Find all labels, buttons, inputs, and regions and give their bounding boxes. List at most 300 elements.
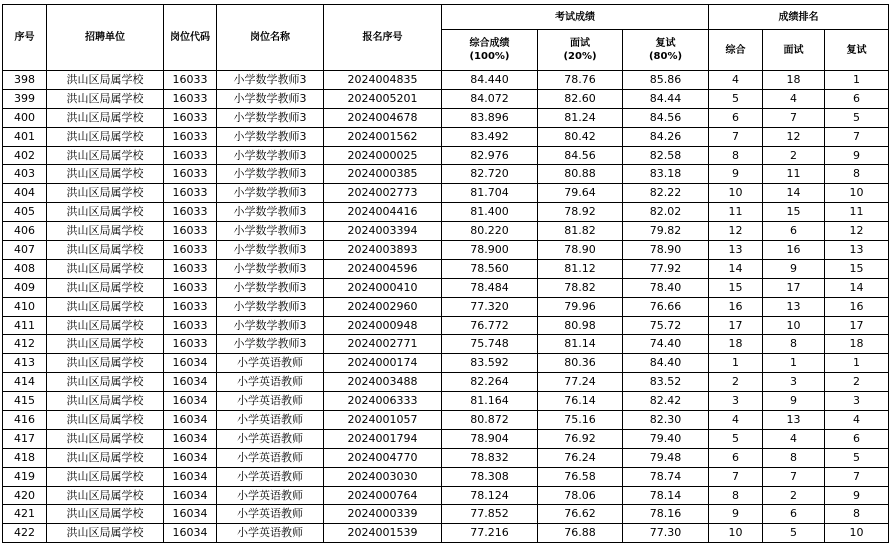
cell-rank-composite: 9 bbox=[709, 505, 763, 524]
cell-rank-interview: 16 bbox=[763, 241, 825, 260]
cell-rank-retest: 18 bbox=[825, 335, 889, 354]
cell-rank-interview: 9 bbox=[763, 392, 825, 411]
table-row bbox=[3, 316, 889, 335]
cell-unit: 洪山区局属学校 bbox=[47, 259, 164, 278]
cell-retest: 85.86 bbox=[623, 71, 709, 90]
cell-interview: 79.64 bbox=[538, 184, 623, 203]
cell-post-name: 小学数学教师3 bbox=[217, 146, 324, 165]
cell-seq: 412 bbox=[3, 335, 47, 354]
cell-retest: 82.42 bbox=[623, 392, 709, 411]
header-interview-pct: (20%) bbox=[563, 51, 597, 62]
cell-seq: 411 bbox=[3, 316, 47, 335]
cell-rank-retest: 6 bbox=[825, 89, 889, 108]
cell-interview: 81.24 bbox=[538, 108, 623, 127]
cell-retest: 83.52 bbox=[623, 373, 709, 392]
cell-rank-interview: 2 bbox=[763, 486, 825, 505]
header-unit: 招聘单位 bbox=[47, 5, 164, 71]
cell-rank-interview: 6 bbox=[763, 505, 825, 524]
table-row bbox=[3, 392, 889, 411]
cell-composite: 82.264 bbox=[442, 373, 538, 392]
cell-rank-retest: 8 bbox=[825, 165, 889, 184]
table-row bbox=[3, 486, 889, 505]
table-row bbox=[3, 335, 889, 354]
cell-reg-no: 2024000339 bbox=[324, 505, 442, 524]
cell-rank-retest: 5 bbox=[825, 448, 889, 467]
cell-post-name: 小学英语教师 bbox=[217, 524, 324, 543]
cell-retest: 82.22 bbox=[623, 184, 709, 203]
cell-reg-no: 2024000385 bbox=[324, 165, 442, 184]
table-row bbox=[3, 259, 889, 278]
header-retest bbox=[623, 30, 709, 71]
header-interview-label: 面试 bbox=[570, 38, 590, 49]
cell-composite: 78.308 bbox=[442, 467, 538, 486]
table-row bbox=[3, 505, 889, 524]
cell-interview: 76.14 bbox=[538, 392, 623, 411]
table-row bbox=[3, 165, 889, 184]
results-table bbox=[2, 4, 889, 543]
header-rankings: 成绩排名 bbox=[709, 5, 889, 30]
cell-composite: 80.872 bbox=[442, 411, 538, 430]
cell-rank-composite: 12 bbox=[709, 222, 763, 241]
cell-rank-interview: 1 bbox=[763, 354, 825, 373]
cell-seq: 402 bbox=[3, 146, 47, 165]
cell-rank-interview: 2 bbox=[763, 146, 825, 165]
cell-post-name: 小学数学教师3 bbox=[217, 241, 324, 260]
cell-rank-interview: 18 bbox=[763, 71, 825, 90]
cell-post-code: 16034 bbox=[164, 411, 217, 430]
table-row bbox=[3, 241, 889, 260]
header-rank-composite: 综合 bbox=[709, 30, 763, 71]
cell-seq: 405 bbox=[3, 203, 47, 222]
cell-post-code: 16033 bbox=[164, 127, 217, 146]
cell-retest: 82.58 bbox=[623, 146, 709, 165]
cell-post-name: 小学数学教师3 bbox=[217, 89, 324, 108]
cell-reg-no: 2024000025 bbox=[324, 146, 442, 165]
cell-unit: 洪山区局属学校 bbox=[47, 165, 164, 184]
cell-seq: 400 bbox=[3, 108, 47, 127]
cell-seq: 421 bbox=[3, 505, 47, 524]
cell-rank-interview: 9 bbox=[763, 259, 825, 278]
cell-rank-interview: 12 bbox=[763, 127, 825, 146]
cell-rank-interview: 3 bbox=[763, 373, 825, 392]
header-rank-interview: 面试 bbox=[763, 30, 825, 71]
cell-rank-interview: 8 bbox=[763, 335, 825, 354]
header-interview bbox=[538, 30, 623, 71]
cell-post-name: 小学英语教师 bbox=[217, 429, 324, 448]
table-row bbox=[3, 354, 889, 373]
cell-composite: 77.216 bbox=[442, 524, 538, 543]
table-row bbox=[3, 524, 889, 543]
cell-unit: 洪山区局属学校 bbox=[47, 467, 164, 486]
cell-composite: 81.164 bbox=[442, 392, 538, 411]
cell-composite: 82.976 bbox=[442, 146, 538, 165]
cell-unit: 洪山区局属学校 bbox=[47, 127, 164, 146]
cell-composite: 78.124 bbox=[442, 486, 538, 505]
cell-interview: 78.06 bbox=[538, 486, 623, 505]
cell-interview: 79.96 bbox=[538, 297, 623, 316]
cell-composite: 78.900 bbox=[442, 241, 538, 260]
cell-rank-interview: 13 bbox=[763, 411, 825, 430]
cell-rank-composite: 9 bbox=[709, 165, 763, 184]
cell-rank-retest: 10 bbox=[825, 524, 889, 543]
cell-unit: 洪山区局属学校 bbox=[47, 316, 164, 335]
cell-unit: 洪山区局属学校 bbox=[47, 108, 164, 127]
cell-rank-composite: 14 bbox=[709, 259, 763, 278]
header-rank-retest: 复试 bbox=[825, 30, 889, 71]
cell-interview: 78.92 bbox=[538, 203, 623, 222]
cell-seq: 416 bbox=[3, 411, 47, 430]
cell-post-code: 16034 bbox=[164, 429, 217, 448]
cell-retest: 84.40 bbox=[623, 354, 709, 373]
cell-interview: 76.62 bbox=[538, 505, 623, 524]
cell-composite: 81.704 bbox=[442, 184, 538, 203]
cell-reg-no: 2024000410 bbox=[324, 278, 442, 297]
cell-unit: 洪山区局属学校 bbox=[47, 71, 164, 90]
cell-retest: 78.90 bbox=[623, 241, 709, 260]
cell-post-name: 小学数学教师3 bbox=[217, 127, 324, 146]
cell-retest: 84.26 bbox=[623, 127, 709, 146]
cell-seq: 410 bbox=[3, 297, 47, 316]
cell-seq: 406 bbox=[3, 222, 47, 241]
cell-post-name: 小学数学教师3 bbox=[217, 165, 324, 184]
cell-unit: 洪山区局属学校 bbox=[47, 411, 164, 430]
cell-seq: 408 bbox=[3, 259, 47, 278]
cell-unit: 洪山区局属学校 bbox=[47, 524, 164, 543]
cell-rank-retest: 10 bbox=[825, 184, 889, 203]
cell-post-name: 小学英语教师 bbox=[217, 411, 324, 430]
cell-rank-composite: 6 bbox=[709, 108, 763, 127]
cell-reg-no: 2024005201 bbox=[324, 89, 442, 108]
cell-seq: 401 bbox=[3, 127, 47, 146]
cell-interview: 77.24 bbox=[538, 373, 623, 392]
cell-rank-composite: 4 bbox=[709, 411, 763, 430]
cell-composite: 84.072 bbox=[442, 89, 538, 108]
cell-post-code: 16033 bbox=[164, 184, 217, 203]
cell-reg-no: 2024004770 bbox=[324, 448, 442, 467]
cell-rank-composite: 5 bbox=[709, 429, 763, 448]
cell-composite: 76.772 bbox=[442, 316, 538, 335]
cell-interview: 81.12 bbox=[538, 259, 623, 278]
table-row bbox=[3, 108, 889, 127]
cell-reg-no: 2024003030 bbox=[324, 467, 442, 486]
cell-reg-no: 2024002773 bbox=[324, 184, 442, 203]
table-row bbox=[3, 467, 889, 486]
cell-reg-no: 2024001562 bbox=[324, 127, 442, 146]
cell-interview: 81.14 bbox=[538, 335, 623, 354]
cell-rank-composite: 1 bbox=[709, 354, 763, 373]
cell-interview: 80.98 bbox=[538, 316, 623, 335]
cell-rank-interview: 4 bbox=[763, 89, 825, 108]
header-composite bbox=[442, 30, 538, 71]
table-row bbox=[3, 222, 889, 241]
cell-reg-no: 2024001539 bbox=[324, 524, 442, 543]
cell-rank-retest: 3 bbox=[825, 392, 889, 411]
cell-rank-composite: 18 bbox=[709, 335, 763, 354]
cell-retest: 83.18 bbox=[623, 165, 709, 184]
cell-rank-retest: 9 bbox=[825, 486, 889, 505]
cell-unit: 洪山区局属学校 bbox=[47, 335, 164, 354]
cell-reg-no: 2024001057 bbox=[324, 411, 442, 430]
cell-composite: 78.560 bbox=[442, 259, 538, 278]
header-post-code: 岗位代码 bbox=[164, 5, 217, 71]
cell-rank-retest: 16 bbox=[825, 297, 889, 316]
cell-reg-no: 2024002771 bbox=[324, 335, 442, 354]
cell-rank-interview: 4 bbox=[763, 429, 825, 448]
cell-seq: 414 bbox=[3, 373, 47, 392]
cell-unit: 洪山区局属学校 bbox=[47, 354, 164, 373]
cell-rank-composite: 8 bbox=[709, 146, 763, 165]
cell-unit: 洪山区局属学校 bbox=[47, 429, 164, 448]
cell-unit: 洪山区局属学校 bbox=[47, 184, 164, 203]
cell-post-code: 16033 bbox=[164, 108, 217, 127]
cell-unit: 洪山区局属学校 bbox=[47, 89, 164, 108]
cell-reg-no: 2024000174 bbox=[324, 354, 442, 373]
cell-composite: 78.484 bbox=[442, 278, 538, 297]
cell-retest: 79.40 bbox=[623, 429, 709, 448]
cell-interview: 81.82 bbox=[538, 222, 623, 241]
header-retest-label: 复试 bbox=[655, 38, 676, 49]
cell-post-code: 16033 bbox=[164, 222, 217, 241]
cell-seq: 399 bbox=[3, 89, 47, 108]
cell-rank-retest: 6 bbox=[825, 429, 889, 448]
cell-rank-composite: 15 bbox=[709, 278, 763, 297]
cell-rank-composite: 4 bbox=[709, 71, 763, 90]
cell-interview: 80.42 bbox=[538, 127, 623, 146]
table-row bbox=[3, 373, 889, 392]
cell-rank-composite: 16 bbox=[709, 297, 763, 316]
cell-reg-no: 2024004678 bbox=[324, 108, 442, 127]
cell-retest: 77.92 bbox=[623, 259, 709, 278]
cell-post-name: 小学数学教师3 bbox=[217, 203, 324, 222]
cell-rank-interview: 14 bbox=[763, 184, 825, 203]
cell-post-name: 小学数学教师3 bbox=[217, 297, 324, 316]
cell-retest: 84.44 bbox=[623, 89, 709, 108]
cell-rank-retest: 17 bbox=[825, 316, 889, 335]
cell-reg-no: 2024003488 bbox=[324, 373, 442, 392]
cell-post-name: 小学英语教师 bbox=[217, 373, 324, 392]
cell-post-code: 16034 bbox=[164, 467, 217, 486]
cell-post-name: 小学数学教师3 bbox=[217, 316, 324, 335]
cell-post-name: 小学数学教师3 bbox=[217, 222, 324, 241]
cell-seq: 419 bbox=[3, 467, 47, 486]
cell-retest: 78.16 bbox=[623, 505, 709, 524]
cell-post-code: 16033 bbox=[164, 89, 217, 108]
cell-rank-interview: 11 bbox=[763, 165, 825, 184]
cell-seq: 404 bbox=[3, 184, 47, 203]
cell-post-code: 16033 bbox=[164, 71, 217, 90]
cell-seq: 415 bbox=[3, 392, 47, 411]
cell-interview: 76.58 bbox=[538, 467, 623, 486]
header-post-name: 岗位名称 bbox=[217, 5, 324, 71]
cell-post-name: 小学英语教师 bbox=[217, 392, 324, 411]
cell-retest: 79.48 bbox=[623, 448, 709, 467]
table-row bbox=[3, 297, 889, 316]
cell-rank-retest: 5 bbox=[825, 108, 889, 127]
table-row bbox=[3, 278, 889, 297]
cell-rank-retest: 12 bbox=[825, 222, 889, 241]
header-composite-pct: (100%) bbox=[469, 51, 510, 62]
cell-post-name: 小学英语教师 bbox=[217, 486, 324, 505]
cell-rank-composite: 3 bbox=[709, 392, 763, 411]
table-row bbox=[3, 429, 889, 448]
cell-retest: 84.56 bbox=[623, 108, 709, 127]
cell-rank-retest: 11 bbox=[825, 203, 889, 222]
cell-unit: 洪山区局属学校 bbox=[47, 373, 164, 392]
cell-interview: 76.92 bbox=[538, 429, 623, 448]
cell-rank-composite: 5 bbox=[709, 89, 763, 108]
cell-composite: 82.720 bbox=[442, 165, 538, 184]
cell-reg-no: 2024004835 bbox=[324, 71, 442, 90]
cell-rank-composite: 10 bbox=[709, 184, 763, 203]
table-row bbox=[3, 89, 889, 108]
table-body bbox=[3, 71, 889, 543]
cell-post-code: 16034 bbox=[164, 486, 217, 505]
cell-seq: 420 bbox=[3, 486, 47, 505]
cell-post-code: 16033 bbox=[164, 335, 217, 354]
cell-retest: 76.66 bbox=[623, 297, 709, 316]
cell-rank-retest: 8 bbox=[825, 505, 889, 524]
cell-seq: 418 bbox=[3, 448, 47, 467]
cell-retest: 79.82 bbox=[623, 222, 709, 241]
cell-reg-no: 2024000948 bbox=[324, 316, 442, 335]
cell-rank-interview: 10 bbox=[763, 316, 825, 335]
header-retest-pct: (80%) bbox=[648, 51, 683, 62]
cell-unit: 洪山区局属学校 bbox=[47, 203, 164, 222]
cell-post-name: 小学数学教师3 bbox=[217, 184, 324, 203]
cell-unit: 洪山区局属学校 bbox=[47, 146, 164, 165]
cell-rank-composite: 7 bbox=[709, 127, 763, 146]
table-row bbox=[3, 411, 889, 430]
cell-post-code: 16034 bbox=[164, 354, 217, 373]
cell-rank-retest: 1 bbox=[825, 71, 889, 90]
cell-seq: 409 bbox=[3, 278, 47, 297]
cell-unit: 洪山区局属学校 bbox=[47, 222, 164, 241]
header-composite-label: 综合成绩 bbox=[469, 38, 510, 49]
cell-interview: 78.90 bbox=[538, 241, 623, 260]
cell-seq: 413 bbox=[3, 354, 47, 373]
cell-rank-retest: 13 bbox=[825, 241, 889, 260]
cell-rank-interview: 7 bbox=[763, 108, 825, 127]
cell-rank-composite: 13 bbox=[709, 241, 763, 260]
cell-rank-retest: 2 bbox=[825, 373, 889, 392]
cell-interview: 80.36 bbox=[538, 354, 623, 373]
cell-rank-composite: 7 bbox=[709, 467, 763, 486]
cell-reg-no: 2024006333 bbox=[324, 392, 442, 411]
cell-post-code: 16034 bbox=[164, 448, 217, 467]
cell-composite: 81.400 bbox=[442, 203, 538, 222]
cell-reg-no: 2024002960 bbox=[324, 297, 442, 316]
cell-reg-no: 2024004416 bbox=[324, 203, 442, 222]
cell-post-code: 16033 bbox=[164, 278, 217, 297]
cell-composite: 75.748 bbox=[442, 335, 538, 354]
cell-seq: 407 bbox=[3, 241, 47, 260]
cell-rank-interview: 13 bbox=[763, 297, 825, 316]
cell-post-name: 小学数学教师3 bbox=[217, 259, 324, 278]
table-row bbox=[3, 448, 889, 467]
cell-composite: 77.852 bbox=[442, 505, 538, 524]
cell-rank-retest: 15 bbox=[825, 259, 889, 278]
cell-post-name: 小学英语教师 bbox=[217, 467, 324, 486]
cell-reg-no: 2024004596 bbox=[324, 259, 442, 278]
cell-seq: 422 bbox=[3, 524, 47, 543]
cell-composite: 83.592 bbox=[442, 354, 538, 373]
cell-post-code: 16034 bbox=[164, 392, 217, 411]
cell-retest: 82.30 bbox=[623, 411, 709, 430]
cell-post-code: 16033 bbox=[164, 241, 217, 260]
cell-post-code: 16033 bbox=[164, 259, 217, 278]
cell-rank-interview: 17 bbox=[763, 278, 825, 297]
cell-rank-composite: 10 bbox=[709, 524, 763, 543]
cell-unit: 洪山区局属学校 bbox=[47, 448, 164, 467]
cell-rank-interview: 15 bbox=[763, 203, 825, 222]
cell-composite: 78.832 bbox=[442, 448, 538, 467]
table-row bbox=[3, 203, 889, 222]
cell-rank-interview: 5 bbox=[763, 524, 825, 543]
header-exam-scores: 考试成绩 bbox=[442, 5, 709, 30]
header-reg-no: 报名序号 bbox=[324, 5, 442, 71]
cell-rank-interview: 8 bbox=[763, 448, 825, 467]
cell-rank-composite: 11 bbox=[709, 203, 763, 222]
cell-rank-retest: 7 bbox=[825, 467, 889, 486]
cell-post-code: 16033 bbox=[164, 146, 217, 165]
cell-retest: 82.02 bbox=[623, 203, 709, 222]
cell-post-code: 16033 bbox=[164, 297, 217, 316]
cell-post-name: 小学英语教师 bbox=[217, 505, 324, 524]
cell-composite: 84.440 bbox=[442, 71, 538, 90]
cell-seq: 417 bbox=[3, 429, 47, 448]
cell-post-name: 小学数学教师3 bbox=[217, 335, 324, 354]
cell-rank-composite: 17 bbox=[709, 316, 763, 335]
cell-reg-no: 2024000764 bbox=[324, 486, 442, 505]
cell-interview: 76.88 bbox=[538, 524, 623, 543]
table-row bbox=[3, 71, 889, 90]
cell-post-code: 16033 bbox=[164, 165, 217, 184]
cell-rank-interview: 7 bbox=[763, 467, 825, 486]
cell-unit: 洪山区局属学校 bbox=[47, 505, 164, 524]
cell-unit: 洪山区局属学校 bbox=[47, 486, 164, 505]
cell-post-code: 16033 bbox=[164, 203, 217, 222]
cell-composite: 83.492 bbox=[442, 127, 538, 146]
cell-unit: 洪山区局属学校 bbox=[47, 297, 164, 316]
table-row bbox=[3, 146, 889, 165]
cell-retest: 74.40 bbox=[623, 335, 709, 354]
cell-seq: 403 bbox=[3, 165, 47, 184]
cell-reg-no: 2024003893 bbox=[324, 241, 442, 260]
cell-interview: 82.60 bbox=[538, 89, 623, 108]
cell-unit: 洪山区局属学校 bbox=[47, 278, 164, 297]
header-row-top bbox=[3, 5, 889, 30]
cell-retest: 78.14 bbox=[623, 486, 709, 505]
cell-post-name: 小学英语教师 bbox=[217, 448, 324, 467]
cell-rank-composite: 8 bbox=[709, 486, 763, 505]
cell-post-name: 小学数学教师3 bbox=[217, 278, 324, 297]
header-seq: 序号 bbox=[3, 5, 47, 71]
cell-reg-no: 2024003394 bbox=[324, 222, 442, 241]
cell-unit: 洪山区局属学校 bbox=[47, 392, 164, 411]
cell-reg-no: 2024001794 bbox=[324, 429, 442, 448]
cell-interview: 76.24 bbox=[538, 448, 623, 467]
cell-seq: 398 bbox=[3, 71, 47, 90]
cell-composite: 77.320 bbox=[442, 297, 538, 316]
cell-rank-retest: 4 bbox=[825, 411, 889, 430]
cell-retest: 78.74 bbox=[623, 467, 709, 486]
cell-rank-retest: 9 bbox=[825, 146, 889, 165]
cell-composite: 80.220 bbox=[442, 222, 538, 241]
cell-composite: 83.896 bbox=[442, 108, 538, 127]
cell-unit: 洪山区局属学校 bbox=[47, 241, 164, 260]
cell-post-name: 小学数学教师3 bbox=[217, 71, 324, 90]
cell-interview: 80.88 bbox=[538, 165, 623, 184]
